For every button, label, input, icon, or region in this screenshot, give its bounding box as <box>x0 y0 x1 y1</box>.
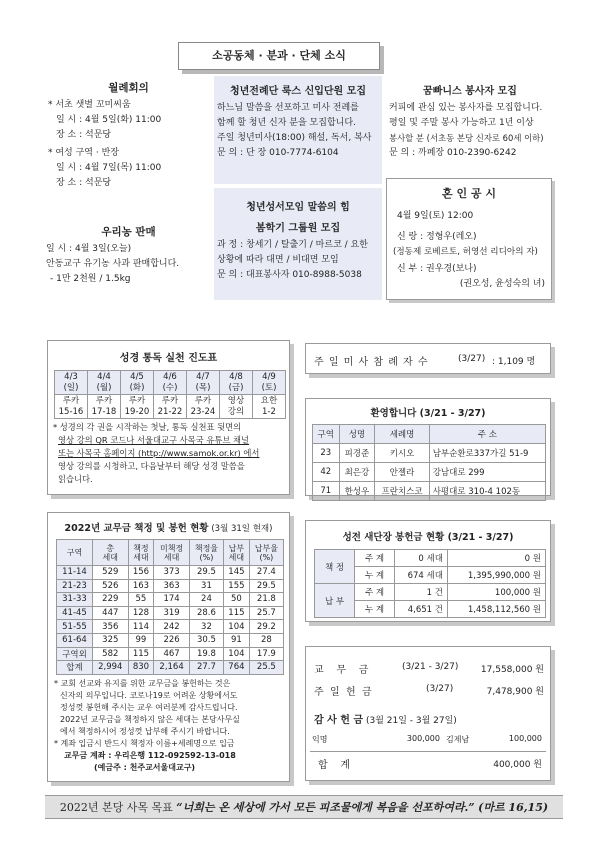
obligation-cell: 32 <box>189 620 223 634</box>
sunday-collection-label: 주 일 헌 금 <box>314 687 372 698</box>
table-row <box>57 620 284 634</box>
obligation-cell: 242 <box>154 620 190 634</box>
obligation-cell: 363 <box>154 579 190 593</box>
welcome-cell: 23 <box>313 444 340 463</box>
bible-reading-box <box>47 340 290 495</box>
monthly-line: 일 시 : 4월 7일(목) 11:00 <box>56 163 162 173</box>
building-group: 납 부 <box>315 584 355 618</box>
obligation-header: 미책정 세대 <box>154 540 190 566</box>
thanks-title: 감 사 헌 금 <box>314 715 364 726</box>
obligation-cell: 27.4 <box>249 566 283 580</box>
youth-liturgy-box <box>214 76 382 184</box>
youth-line: 주일 청년미사(18:00) 해설, 독서, 복사 <box>217 133 372 143</box>
obligation-cell: 145 <box>224 566 250 580</box>
attendance-label: 주 일 미 사 참 례 자 수 <box>314 357 429 368</box>
attendance-box <box>305 343 551 374</box>
welcome-title: 환영합니다 (3/21 - 3/27) <box>370 408 486 419</box>
obligation-note: 에서 책정하시어 정성껏 납부해 주시기 바랍니다. <box>60 726 230 736</box>
welcome-cell: 피경준 <box>339 444 375 463</box>
groom: 신 랑 : 정형우(레오) <box>397 232 477 242</box>
donor-amount: 100,000 <box>508 734 542 743</box>
schedule-day: 4/8 (금) <box>220 371 253 395</box>
donor-name: 김제남 <box>446 735 470 744</box>
schedule-reading: 루카 21-22 <box>154 395 187 419</box>
obligation-cell: 99 <box>128 633 154 647</box>
building-fund-title: 성전 새단장 봉헌금 현황 (3/21 - 3/27) <box>342 532 514 543</box>
donor-name: 익명 <box>312 735 328 744</box>
obligation-cell: 27.7 <box>189 661 223 675</box>
obligation-cell: 115 <box>224 606 250 620</box>
bible-line: 과 정 : 창세기 / 탈출기 / 마르코 / 요한 <box>217 240 368 250</box>
cafe-line: 커피에 관심 있는 봉사자를 모집합니다. <box>389 103 543 113</box>
welcome-cell: 71 <box>313 482 340 501</box>
obligation-cell: 373 <box>154 566 190 580</box>
obligation-cell: 830 <box>128 661 154 675</box>
youth-line: 함께 할 청년 신자 분을 모집합니다. <box>217 118 356 128</box>
schedule-reading: 영상 강의 <box>220 395 253 419</box>
monthly-line: 장 소 : 석문당 <box>56 130 112 140</box>
welcome-box <box>305 398 551 496</box>
welcome-cell: 키시오 <box>375 444 429 463</box>
table-row <box>57 606 284 620</box>
obligation-cell: 31 <box>189 579 223 593</box>
obligation-header: 책정 세대 <box>128 540 154 566</box>
groom-parents: (정동제 로베르토, 허영선 리디아의 자) <box>393 247 538 257</box>
footer-quote: “너희는 온 세상에 가서 모든 피조물에게 복음을 선포하여라.” <box>176 801 475 814</box>
obligation-cell: 51-55 <box>57 620 93 634</box>
monthly-line: 장 소 : 석문당 <box>56 178 112 188</box>
obligation-total-label: 교 무 금 <box>314 665 369 676</box>
building-cell: 4,651 건 <box>395 601 448 618</box>
marriage-date: 4월 9일(토) 12:00 <box>397 211 474 221</box>
thanks-title-row <box>314 711 457 726</box>
thanks-total-row <box>310 751 546 773</box>
obligation-cell: 29.5 <box>189 566 223 580</box>
obligation-cell: 2,164 <box>154 661 190 675</box>
table-row <box>57 661 284 675</box>
cafe-line: 문 의 : 까페장 010-2390-6242 <box>389 148 517 158</box>
reading-note: * 성경의 각 권을 시작하는 첫날, 통독 실천표 뒷면의 <box>53 422 242 432</box>
table-row <box>313 444 546 463</box>
table-row <box>315 550 546 567</box>
obligation-cell: 11-14 <box>57 566 93 580</box>
youth-line: 문 의 : 단 장 010-7774-6104 <box>217 148 339 158</box>
schedule-day: 4/6 (수) <box>154 371 187 395</box>
obligation-total-period: (3/21 - 3/27) <box>402 662 459 672</box>
schedule-day: 4/4 (월) <box>88 371 121 395</box>
obligation-cell: 529 <box>93 566 129 580</box>
obligation-box <box>47 512 290 782</box>
welcome-cell: 안젤라 <box>375 463 429 482</box>
welcome-cell: 한성우 <box>339 482 375 501</box>
footer-prefix: 2022년 본당 사목 목표 <box>59 801 173 814</box>
obligation-cell: 41-45 <box>57 606 93 620</box>
obligation-cell: 구역외 <box>57 647 93 661</box>
obligation-cell: 764 <box>224 661 250 675</box>
reading-note: 또는 사목국 홈페이지 (http://www.samok.or.kr) 에서 <box>58 448 260 458</box>
building-cell: 100,000 원 <box>447 584 545 601</box>
monthly-line: * 서초 샛별 꼬미씨움 <box>48 100 131 110</box>
bible-group-subtitle: 봄학기 그룹원 모집 <box>255 223 341 234</box>
building-cell: 674 세대 <box>395 567 448 584</box>
obligation-total-value: 17,558,000 원 <box>480 665 544 675</box>
produce-line: - 1만 2천원 / 1.5kg <box>50 274 131 284</box>
welcome-header: 세례명 <box>375 425 429 444</box>
obligation-cell: 526 <box>93 579 129 593</box>
bible-group-title: 청년성서모임 말씀의 힘 <box>246 202 350 213</box>
produce-line: 일 시 : 4월 3일(오늘) <box>46 244 132 254</box>
bride: 신 부 : 권우경(보나) <box>397 264 477 274</box>
obligation-cell: 156 <box>128 566 154 580</box>
building-cell: 0 세대 <box>395 550 448 567</box>
obligation-cell: 17.9 <box>249 647 283 661</box>
schedule-reading: 루카 19-20 <box>121 395 154 419</box>
cafe-line: 봉사할 분 (서초동 본당 신자로 60세 이하) <box>389 133 544 143</box>
produce-sale-box <box>46 220 211 320</box>
bible-line: 문 의 : 대표봉사자 010-8988-5038 <box>217 270 362 280</box>
building-cell: 1 건 <box>395 584 448 601</box>
section-title: 소공동체 · 분과 · 단체 소식 <box>178 42 380 70</box>
obligation-header: 납부율 (%) <box>249 540 283 566</box>
sunday-collection-period: (3/27) <box>426 684 454 694</box>
obligation-cell: 128 <box>128 606 154 620</box>
finance-box <box>305 646 551 781</box>
obligation-note: 신자의 의무입니다. 코로나19로 어려운 상황에서도 <box>60 690 238 700</box>
thanks-period: (3월 21일 - 3월 27일) <box>365 716 457 726</box>
schedule-day: 4/5 (화) <box>121 371 154 395</box>
obligation-cell: 28.6 <box>189 606 223 620</box>
obligation-cell: 114 <box>128 620 154 634</box>
reading-note: 읽습니다. <box>58 474 93 484</box>
building-cell: 1,458,112,560 원 <box>447 601 545 618</box>
schedule-reading: 요한 1-2 <box>253 395 286 419</box>
pastoral-goal-footer <box>45 795 563 819</box>
table-row <box>57 647 284 661</box>
cafe-volunteer-title: 꿈빠니스 봉사자 모집 <box>423 86 517 97</box>
monthly-line: * 여성 구역 · 반장 <box>48 148 119 158</box>
cafe-line: 평일 및 주말 봉사 가능하고 1년 이상 <box>389 118 534 128</box>
cafe-volunteer-box <box>385 76 555 176</box>
obligation-cell: 356 <box>93 620 129 634</box>
building-cell: 누 계 <box>355 601 395 618</box>
obligation-cell: 25.7 <box>249 606 283 620</box>
schedule-reading: 루카 23-24 <box>187 395 220 419</box>
schedule-day: 4/7 (목) <box>187 371 220 395</box>
sunday-collection-value: 7,478,900 원 <box>486 687 544 697</box>
welcome-cell: 남부순환로337가길 51-9 <box>429 444 545 463</box>
bible-reading-title: 성경 통독 실천 진도표 <box>119 353 218 364</box>
obligation-note: 2022년 교무금을 책정하지 않은 세대는 본당사무실 <box>60 714 240 724</box>
welcome-table <box>312 424 546 501</box>
obligation-note: 정성껏 봉헌해 주시는 교우 여러분께 감사드립니다. <box>60 702 238 712</box>
obligation-cell: 29.5 <box>249 579 283 593</box>
reading-note: 영상 강의를 시청하고, 다음날부터 해당 성경 말씀을 <box>58 461 245 471</box>
obligation-cell: 155 <box>224 579 250 593</box>
produce-sale-title: 우리농 판매 <box>101 226 156 238</box>
obligation-cell: 447 <box>93 606 129 620</box>
welcome-cell: 최은강 <box>339 463 375 482</box>
obligation-cell: 226 <box>154 633 190 647</box>
obligation-cell: 29.2 <box>249 620 283 634</box>
obligation-cell: 325 <box>93 633 129 647</box>
obligation-title-row <box>48 520 289 534</box>
table-row <box>313 482 546 501</box>
obligation-title: 2022년 교무금 책정 및 봉헌 현황 <box>64 523 209 534</box>
obligation-header: 책정율 (%) <box>189 540 223 566</box>
obligation-cell: 19.8 <box>189 647 223 661</box>
obligation-cell: 104 <box>224 647 250 661</box>
building-fund-box <box>305 520 551 622</box>
bible-line: 상황에 따라 대면 / 비대면 모임 <box>217 255 339 265</box>
monthly-line: 일 시 : 4월 5일(화) 11:00 <box>56 115 162 125</box>
building-group: 책 정 <box>315 550 355 584</box>
obligation-cell: 28 <box>249 633 283 647</box>
obligation-cell: 115 <box>128 647 154 661</box>
obligation-cell: 2,994 <box>93 661 129 675</box>
table-row <box>57 593 284 607</box>
donor-amount: 300,000 <box>406 734 440 743</box>
welcome-cell: 42 <box>313 463 340 482</box>
attendance-period: (3/27) <box>458 354 486 364</box>
obligation-cell: 31-33 <box>57 593 93 607</box>
obligation-cell: 55 <box>128 593 154 607</box>
thanks-row <box>310 731 546 749</box>
youth-line: 하느님 말씀을 선포하고 미사 전례를 <box>217 103 359 113</box>
schedule-day: 4/9 (토) <box>253 371 286 395</box>
marriage-notice-title: 혼 인 공 시 <box>442 187 496 200</box>
schedule-day: 4/3 (일) <box>55 371 88 395</box>
obligation-cell: 21.8 <box>249 593 283 607</box>
obligation-cell: 50 <box>224 593 250 607</box>
obligation-cell: 61-64 <box>57 633 93 647</box>
thanks-total-value: 400,000 원 <box>493 760 542 770</box>
produce-line: 안동교구 유기농 사과 판매합니다. <box>46 259 180 269</box>
obligation-header: 총 세대 <box>93 540 129 566</box>
obligation-cell: 25.5 <box>249 661 283 675</box>
obligation-cell: 163 <box>128 579 154 593</box>
welcome-cell: 사평대로 310-4 102동 <box>429 482 545 501</box>
obligation-account-holder: (예금주 : 천주교서울대교구) <box>94 762 196 772</box>
table-row <box>57 579 284 593</box>
building-cell: 누 계 <box>355 567 395 584</box>
table-row <box>313 463 546 482</box>
obligation-cell: 319 <box>154 606 190 620</box>
obligation-cell: 합계 <box>57 661 93 675</box>
table-row <box>315 584 546 601</box>
welcome-cell: 강남대로 299 <box>429 463 545 482</box>
building-cell: 주 계 <box>355 584 395 601</box>
obligation-cell: 104 <box>224 620 250 634</box>
obligation-account: 교무금 계좌 : 우리은행 112-092592-13-018 <box>64 750 236 760</box>
obligation-cell: 174 <box>154 593 190 607</box>
obligation-cell: 582 <box>93 647 129 661</box>
footer-reference: (마르 16,15) <box>478 801 549 814</box>
building-cell: 1,395,990,000 원 <box>447 567 545 584</box>
obligation-cell: 21-23 <box>57 579 93 593</box>
obligation-header: 구역 <box>57 540 93 566</box>
building-cell: 주 계 <box>355 550 395 567</box>
obligation-cell: 91 <box>224 633 250 647</box>
welcome-cell: 프란치스코 <box>375 482 429 501</box>
reading-note: 영상 강의 QR 코드나 서울대교구 사목국 유튜브 채널 <box>58 435 250 445</box>
attendance-value: : 1,109 명 <box>492 357 536 367</box>
monthly-meeting-title: 월례회의 <box>108 82 149 94</box>
table-header-row <box>57 540 284 566</box>
youth-liturgy-title: 청년전례단 룩스 신입단원 모집 <box>229 86 367 97</box>
obligation-table <box>56 539 284 675</box>
obligation-note: * 교회 선교와 유지를 위한 교무금을 봉헌하는 것은 <box>54 678 231 688</box>
schedule-reading: 루카 17-18 <box>88 395 121 419</box>
bride-parents: (권오성, 윤성숙의 녀) <box>459 279 545 289</box>
building-cell: 0 원 <box>447 550 545 567</box>
welcome-header: 성명 <box>339 425 375 444</box>
schedule-reading: 루카 15-16 <box>55 395 88 419</box>
obligation-title-note: (3월 31일 현재) <box>211 524 273 534</box>
welcome-header: 구역 <box>313 425 340 444</box>
monthly-meeting-box <box>46 76 211 216</box>
marriage-notice-box <box>386 178 552 300</box>
obligation-cell: 229 <box>93 593 129 607</box>
welcome-header: 주 소 <box>429 425 545 444</box>
obligation-cell: 30.5 <box>189 633 223 647</box>
building-fund-table <box>314 549 546 618</box>
reading-schedule-table <box>54 370 286 419</box>
obligation-cell: 467 <box>154 647 190 661</box>
thanks-total-label: 합 계 <box>318 760 351 771</box>
obligation-header: 납부 세대 <box>224 540 250 566</box>
obligation-cell: 24 <box>189 593 223 607</box>
obligation-note: * 계좌 입금시 반드시 책정자 이름+세례명으로 입금 <box>54 738 235 748</box>
table-row <box>57 566 284 580</box>
bible-group-box <box>214 188 382 300</box>
table-row <box>57 633 284 647</box>
